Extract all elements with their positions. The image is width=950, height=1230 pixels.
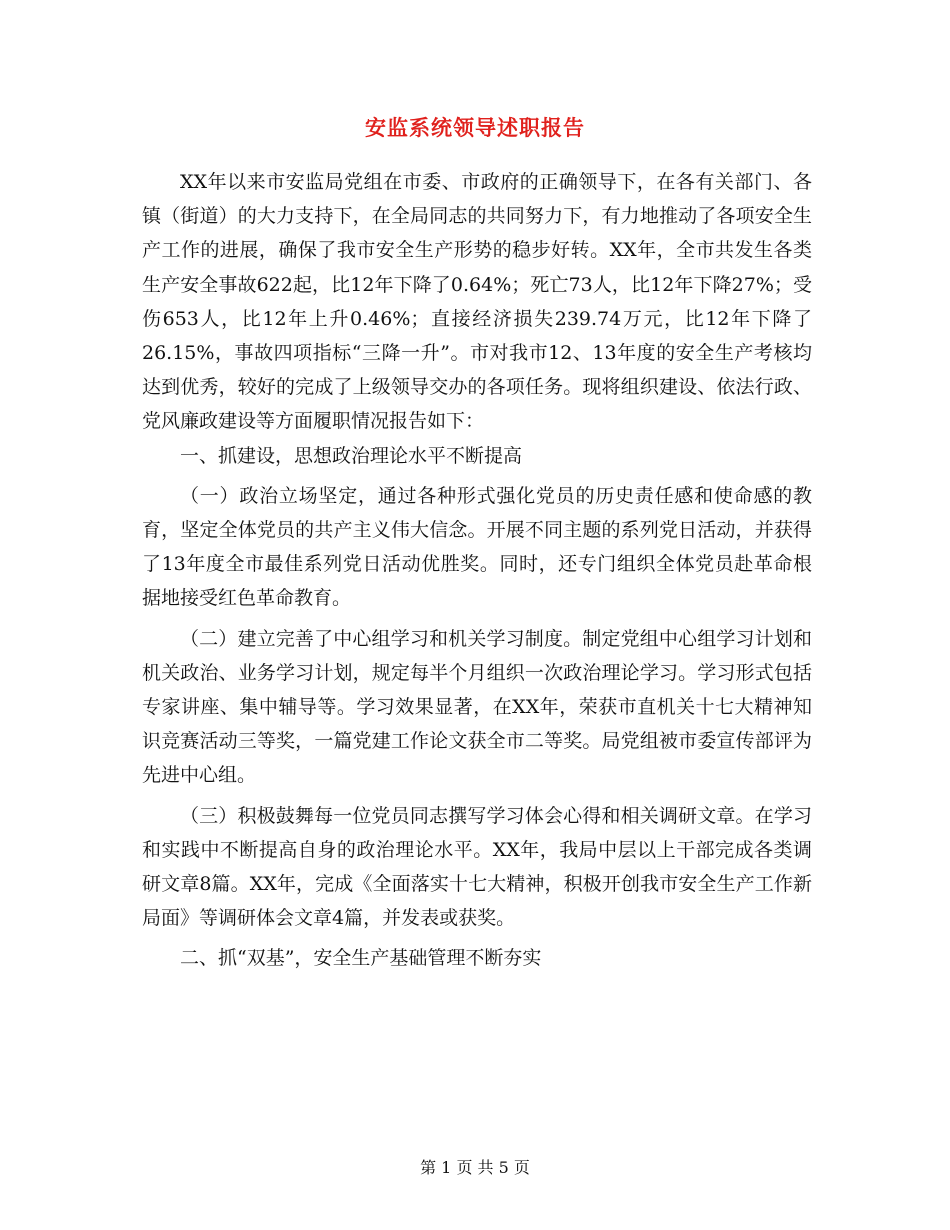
document-body bbox=[142, 165, 812, 976]
paragraph-1-2: （二）建立完善了中心组学习和机关学习制度。制定党组中心组学习计划和机关政治、业务学习计划，规定每半个月组织一次政治理论学习。学习形式包括专家讲座、集中辅导等。学习效果显著，在XX年，荣获市直机关十七大精神知识竞赛活动三等奖，一篇党建工作论文获全市二等奖。局党组被市委宣传部评为先进中心组。 bbox=[142, 627, 812, 787]
paragraph-1-3: （三）积极鼓舞每一位党员同志撰写学习体会心得和相关调研文章。在学习和实践中不断提高自身的政治理论水平。XX年，我局中层以上干部完成各类调研文章8篇。XX年，完成《全面落实十七大精神，积极开创我市安全生产工作新局面》等调研体会文章4篇，并发表或获奖。 bbox=[142, 804, 812, 930]
paragraph-1-1: （一）政治立场坚定，通过各种形式强化党员的历史责任感和使命感的教育，坚定全体党员的共产主义伟大信念。开展不同主题的系列党日活动，并获得了13年度全市最佳系列党日活动优胜奖。同时，还专门组织全体党员赴革命根据地接受红色革命教育。 bbox=[142, 484, 812, 610]
document-title: 安监系统领导述职报告 bbox=[365, 115, 585, 140]
section-heading-2: 二、抓“双基”，安全生产基础管理不断夯实 bbox=[180, 947, 542, 970]
paragraph-intro: XX年以来市安监局党组在市委、市政府的正确领导下，在各有关部门、各镇（街道）的大力支持下，在全局同志的共同努力下，有力地推动了各项安全生产工作的进展，确保了我市安全生产形势的稳步好转。XX年，全市共发生各类生产安全事故622起，比12年下降了0.64%；死亡73人，比12年下降27%；受伤653人，比12年上升0.46%；直接经济损失239.74万元，比12年下降了26.15%，事故四项指标“三降一升”。市对我市12、13年度的安全生产考核均达到优秀，较好的完成了上级领导交办的各项任务。现将组织建设、依法行政、党风廉政建设等方面履职情况报告如下： bbox=[142, 171, 812, 433]
page-footer: 第 1 页 共 5 页 bbox=[420, 1158, 530, 1177]
section-heading-1: 一、抓建设，思想政治理论水平不断提高 bbox=[180, 444, 523, 467]
